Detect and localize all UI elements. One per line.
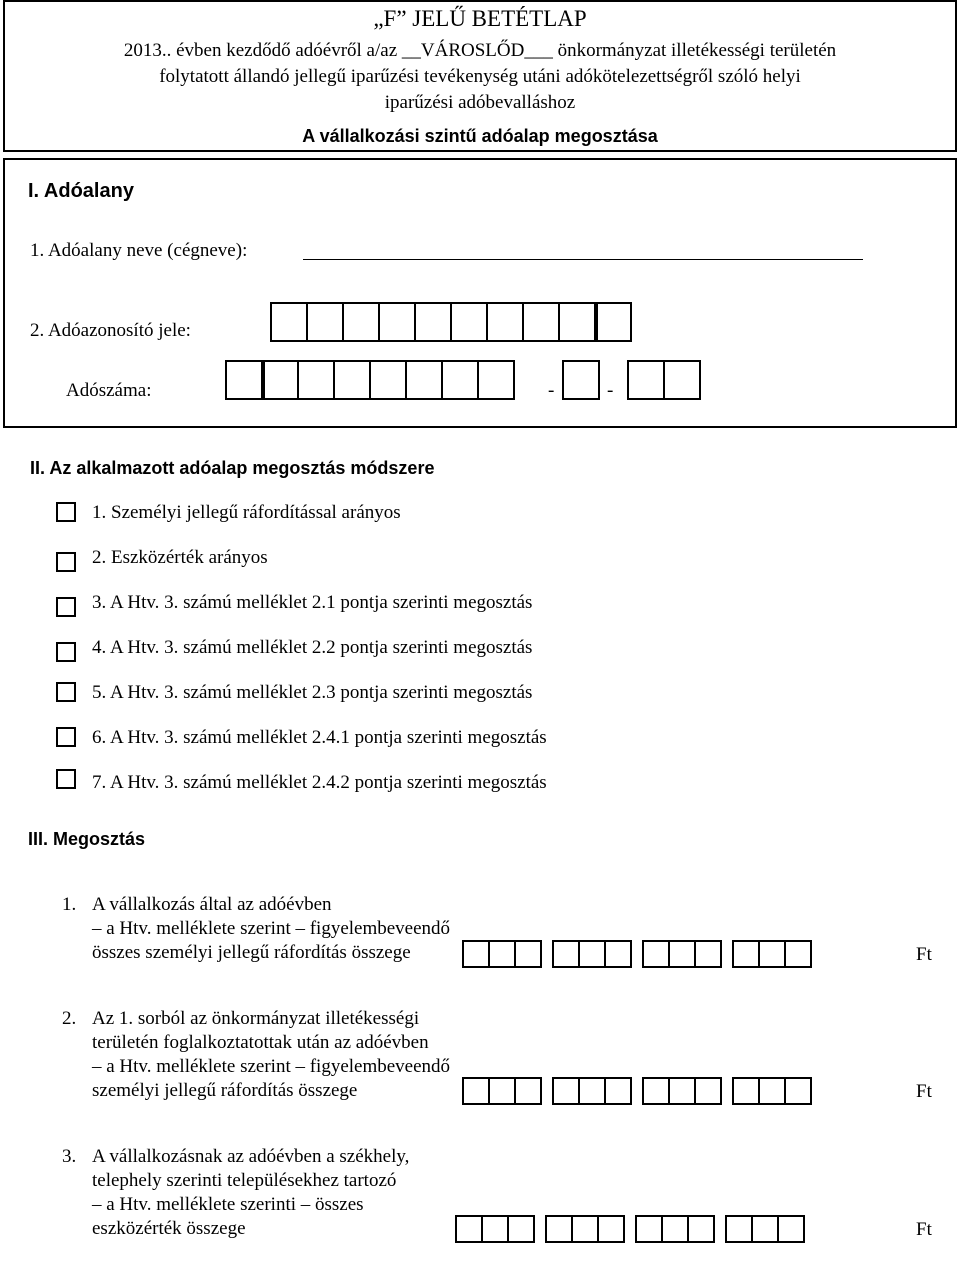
method-checkbox-7[interactable] <box>56 769 76 789</box>
name-field[interactable] <box>303 259 863 260</box>
taxid-cell[interactable] <box>378 302 416 342</box>
item-2-line-3: – a Htv. melléklete szerint – figyelembeveendő <box>92 1056 451 1077</box>
item-1-amount-cells[interactable] <box>462 940 810 968</box>
item-3-currency: Ft <box>916 1219 932 1240</box>
method-option-7: 7. A Htv. 3. számú melléklet 2.4.2 pontja szerinti megosztás <box>92 772 547 793</box>
method-option-5: 5. A Htv. 3. számú melléklet 2.3 pontja szerinti megosztás <box>92 682 533 703</box>
method-checkbox-4[interactable] <box>56 642 76 662</box>
item-1-number: 1. <box>62 894 77 915</box>
taxnum-county-cells[interactable] <box>627 360 699 400</box>
header-subtitle: A vállalkozási szintű adóalap megosztása <box>302 126 658 146</box>
item-3-line-2: telephely szerinti településekhez tartozó <box>92 1170 397 1191</box>
taxnum-cell[interactable] <box>297 360 335 400</box>
item-3-line-4: eszközérték összege <box>92 1218 246 1239</box>
item-3-amount-cells[interactable] <box>455 1215 803 1243</box>
taxnum-dash-2: - <box>607 380 614 401</box>
item-2-line-1: Az 1. sorból az önkormányzat illetékességi <box>92 1008 420 1029</box>
taxnum-cell[interactable] <box>441 360 479 400</box>
item-3-number: 3. <box>62 1146 77 1167</box>
taxnum-vat-cell[interactable] <box>562 360 598 400</box>
city-name: __VÁROSLŐD___ <box>401 40 553 61</box>
method-option-1: 1. Személyi jellegű ráfordítással arányos <box>92 502 401 523</box>
method-checkbox-5[interactable] <box>56 682 76 702</box>
taxid-cell[interactable] <box>522 302 560 342</box>
method-checkbox-3[interactable] <box>56 597 76 617</box>
name-label: 1. Adóalany neve (cégneve): <box>30 240 248 261</box>
item-2-amount-cells[interactable] <box>462 1077 810 1105</box>
taxid-cell[interactable] <box>270 302 308 342</box>
taxnum-label: Adószáma: <box>66 380 152 401</box>
item-1-line-1: A vállalkozás által az adóévben <box>92 894 332 915</box>
method-option-3: 3. A Htv. 3. számú melléklet 2.1 pontja szerinti megosztás <box>92 592 533 613</box>
taxid-cells[interactable] <box>270 302 630 342</box>
taxnum-cell[interactable] <box>663 360 701 400</box>
item-1-line-2: – a Htv. melléklete szerint – figyelembeveendő <box>92 918 451 939</box>
taxnum-cell[interactable] <box>405 360 443 400</box>
item-1-line-3: összes személyi jellegű ráfordítás összege <box>92 942 411 963</box>
item-1-currency: Ft <box>916 944 932 965</box>
taxnum-cell[interactable] <box>369 360 407 400</box>
taxnum-cell[interactable] <box>627 360 665 400</box>
taxnum-dash-1: - <box>548 380 555 401</box>
header-line-1-post: önkormányzat illetékességi területén <box>552 40 837 61</box>
form-title: „F” JELŰ BETÉTLAP <box>373 6 587 31</box>
taxid-cell[interactable] <box>414 302 452 342</box>
taxid-label: 2. Adóazonosító jele: <box>30 320 191 341</box>
taxnum-cell[interactable] <box>562 360 600 400</box>
method-checkbox-1[interactable] <box>56 502 76 522</box>
section-3-heading: III. Megosztás <box>28 829 146 849</box>
item-2-line-4: személyi jellegű ráfordítás összege <box>92 1080 358 1101</box>
taxnum-cell[interactable] <box>333 360 371 400</box>
header-line-2: folytatott állandó jellegű iparűzési tevékenység utáni adókötelezettségről szóló helyi <box>159 66 801 87</box>
header-line-3: iparűzési adóbevalláshoz <box>384 92 576 113</box>
taxid-cell[interactable] <box>342 302 380 342</box>
item-2-number: 2. <box>62 1008 77 1029</box>
method-option-6: 6. A Htv. 3. számú melléklet 2.4.1 pontja szerinti megosztás <box>92 727 547 748</box>
taxid-cell[interactable] <box>486 302 524 342</box>
taxid-cell[interactable] <box>450 302 488 342</box>
item-2-line-2: területén foglalkoztatottak után az adóévben <box>92 1032 429 1053</box>
item-2-currency: Ft <box>916 1081 932 1102</box>
taxnum-cells[interactable] <box>225 360 513 400</box>
method-checkbox-2[interactable] <box>56 552 76 572</box>
method-checkbox-6[interactable] <box>56 727 76 747</box>
method-option-2: 2. Eszközérték arányos <box>92 547 268 568</box>
method-option-4: 4. A Htv. 3. számú melléklet 2.2 pontja szerinti megosztás <box>92 637 533 658</box>
taxid-cell[interactable] <box>306 302 344 342</box>
taxnum-cell[interactable] <box>477 360 515 400</box>
taxnum-cell[interactable] <box>225 360 263 400</box>
header-line-1 <box>3 40 957 62</box>
section-2-heading: II. Az alkalmazott adóalap megosztás módszere <box>30 458 435 478</box>
item-3-line-3: – a Htv. melléklete szerinti – összes <box>92 1194 364 1215</box>
header-line-1-pre: 2013.. évben kezdődő adóévről a/az <box>123 40 402 61</box>
taxid-cell[interactable] <box>558 302 596 342</box>
section-1-heading: I. Adóalany <box>28 180 134 202</box>
taxnum-cell[interactable] <box>261 360 299 400</box>
item-3-line-1: A vállalkozásnak az adóévben a székhely, <box>92 1146 410 1167</box>
taxid-cell[interactable] <box>594 302 632 342</box>
